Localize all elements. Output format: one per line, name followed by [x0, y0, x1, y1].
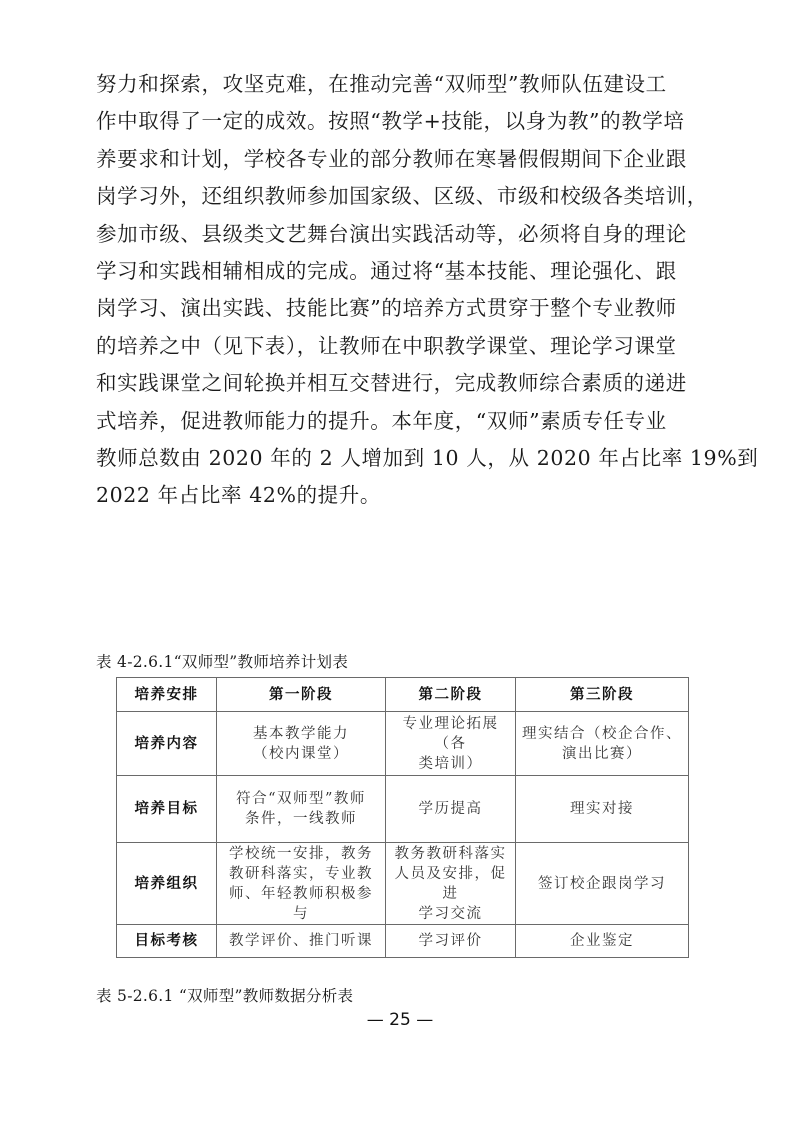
training-plan-table [116, 677, 689, 958]
body-paragraph [96, 66, 759, 515]
cell-text: 学历提高 [418, 801, 483, 817]
table-header-row [117, 678, 689, 712]
cell-text: 条件，一线教师 [245, 811, 357, 827]
row-label: 培养组织 [117, 843, 217, 925]
paragraph-line: 岗学习、演出实践、技能比赛”的培养方式贯穿于整个专业教师 [96, 296, 677, 321]
paragraph-line: 参加市级、县级类文艺舞台演出实践活动等，必须将自身的理论 [96, 221, 687, 246]
cell-text: 符合“双师型”教师 [236, 791, 366, 807]
table-cell [217, 925, 386, 958]
cell-text: 教学评价、推门听课 [229, 933, 373, 949]
page-number: — 25 — [366, 1010, 434, 1030]
table-cell [386, 712, 516, 776]
table-cell [217, 843, 386, 925]
table-row [117, 712, 689, 776]
table-cell [386, 843, 516, 925]
cell-text: 与 [293, 905, 309, 922]
table-cell [217, 776, 386, 843]
row-label: 目标考核 [117, 925, 217, 958]
cell-text: 学习评价 [418, 933, 483, 949]
table-cell [516, 712, 689, 776]
row-label: 培养目标 [117, 776, 217, 843]
table-header-cell: 第二阶段 [386, 678, 516, 712]
table-caption-data-analysis: 表 5-2.6.1 “双师型”教师数据分析表 [96, 987, 354, 1005]
paragraph-line: 式培养，促进教师能力的提升。本年度，“双师”素质专任专业 [96, 408, 667, 433]
cell-text: 学校统一安排，教务 [229, 845, 373, 862]
paragraph-line: 岗学习外，还组织教师参加国家级、区级、市级和校级各类培训， [96, 184, 708, 209]
table-header-cell: 第三阶段 [516, 678, 689, 712]
cell-text: 理实结合（校企合作、 [522, 725, 682, 742]
paragraph-line: 学习和实践相辅相成的完成。通过将“基本技能、理论强化、跟 [96, 258, 677, 283]
paragraph-line: 和实践课堂之间轮换并相互交替进行，完成教师综合素质的递进 [96, 371, 687, 396]
cell-text: 理实对接 [570, 801, 634, 817]
cell-text: 企业鉴定 [570, 933, 634, 949]
table-cell [386, 925, 516, 958]
cell-text: 师、年轻教师积极参 [229, 885, 373, 902]
cell-text: 学习交流 [418, 905, 483, 922]
cell-text: 教务教研科落实 [394, 845, 507, 862]
cell-text: 专业理论拓展（各 [402, 715, 499, 752]
table-cell [516, 843, 689, 925]
cell-text: 类培训） [418, 755, 483, 772]
paragraph-line: 努力和探索，攻坚克难，在推动完善“双师型”教师队伍建设工 [96, 72, 667, 96]
paragraph-line: 2022 年占比率 42%的提升。 [96, 483, 381, 508]
table-header-cell: 第一阶段 [217, 678, 386, 712]
table-cell [386, 776, 516, 843]
paragraph-line: 作中取得了一定的成效。按照“教学+技能，以身为教”的教学培 [96, 109, 685, 134]
cell-text: 签订校企跟岗学习 [538, 875, 666, 892]
paragraph-line: 的培养之中（见下表），让教师在中职教学课堂、理论学习课堂 [96, 333, 677, 358]
table-row [117, 843, 689, 925]
cell-text: 人员及安排，促进 [394, 865, 507, 902]
table-row [117, 925, 689, 958]
row-label: 培养内容 [117, 712, 217, 776]
cell-text: 教研科落实，专业教 [229, 865, 373, 882]
table-caption-training-plan: 表 4-2.6.1“双师型”教师培养计划表 [96, 653, 349, 671]
cell-text: 基本教学能力 [253, 725, 349, 742]
cell-text: 演出比赛） [562, 745, 642, 762]
table-cell [217, 712, 386, 776]
table-cell [516, 776, 689, 843]
paragraph-line: 养要求和计划，学校各专业的部分教师在寒暑假假期间下企业跟 [96, 146, 687, 171]
cell-text: （校内课堂） [253, 745, 349, 762]
table-header-cell: 培养安排 [117, 678, 217, 712]
table-cell [516, 925, 689, 958]
table-row [117, 776, 689, 843]
paragraph-line: 教师总数由 2020 年的 2 人增加到 10 人，从 2020 年占比率 19%到 [96, 445, 759, 470]
